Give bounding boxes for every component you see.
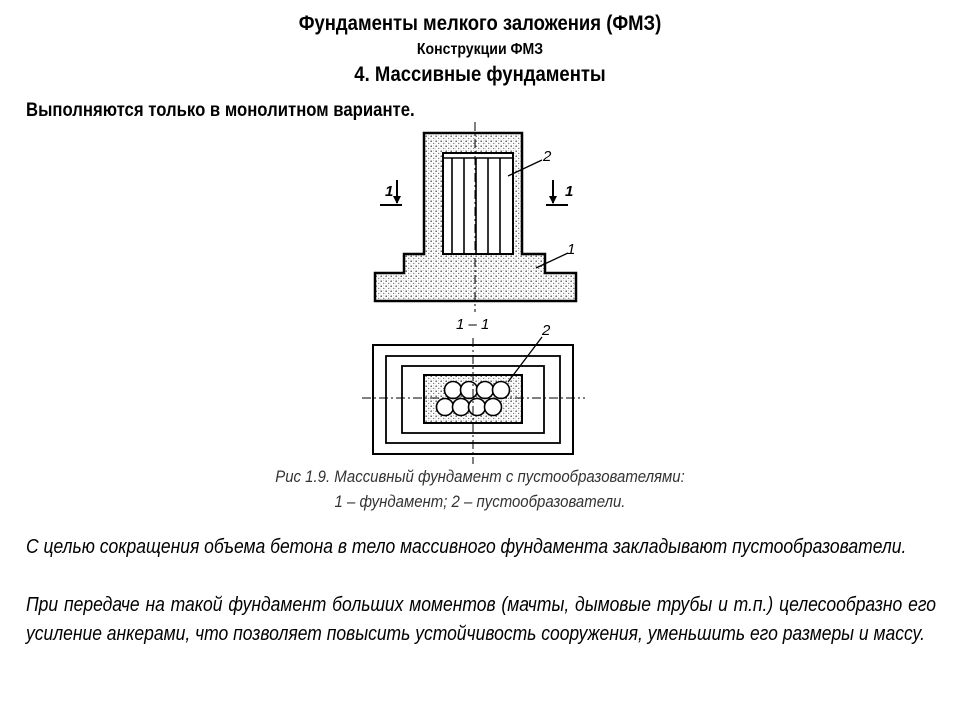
page-subtitle: Конструкции ФМЗ <box>416 41 544 58</box>
page-title: Фундаменты мелкого заложения (ФМЗ) <box>298 12 662 35</box>
section-label: 1 – 1 <box>456 316 490 333</box>
section-marker-left-label: 1 <box>385 183 394 200</box>
section-heading: 4. Массивные фундаменты <box>354 63 606 86</box>
figure-caption-title: Рис 1.9. Массивный фундамент с пустообразователями: <box>275 467 685 486</box>
callout-2-label: 2 <box>543 148 552 165</box>
figure-caption-legend: 1 – фундамент; 2 – пустообразователи. <box>334 492 626 511</box>
callout-2-plan-leader <box>508 337 542 382</box>
body-paragraph-1: С целью сокращения объема бетона в тело массивного фундамента закладывают пустообразователи. <box>26 536 907 558</box>
callout-1-label: 1 <box>567 241 576 258</box>
elevation-view <box>375 122 576 312</box>
callout-2-plan-label: 2 <box>542 322 551 339</box>
plan-view <box>362 316 585 464</box>
body-paragraph-2: При передаче на такой фундамент больших моментов (мачты, дымовые трубы и т.п.) целесообразно его усиление анкерами, что позволяет повысить устойчивость сооружения, уменьшить его размеры и массу. <box>26 594 936 645</box>
void-former-cavity <box>443 153 513 254</box>
lead-text: Выполняются только в монолитном варианте. <box>26 100 415 121</box>
section-marker-right-label: 1 <box>565 183 574 200</box>
